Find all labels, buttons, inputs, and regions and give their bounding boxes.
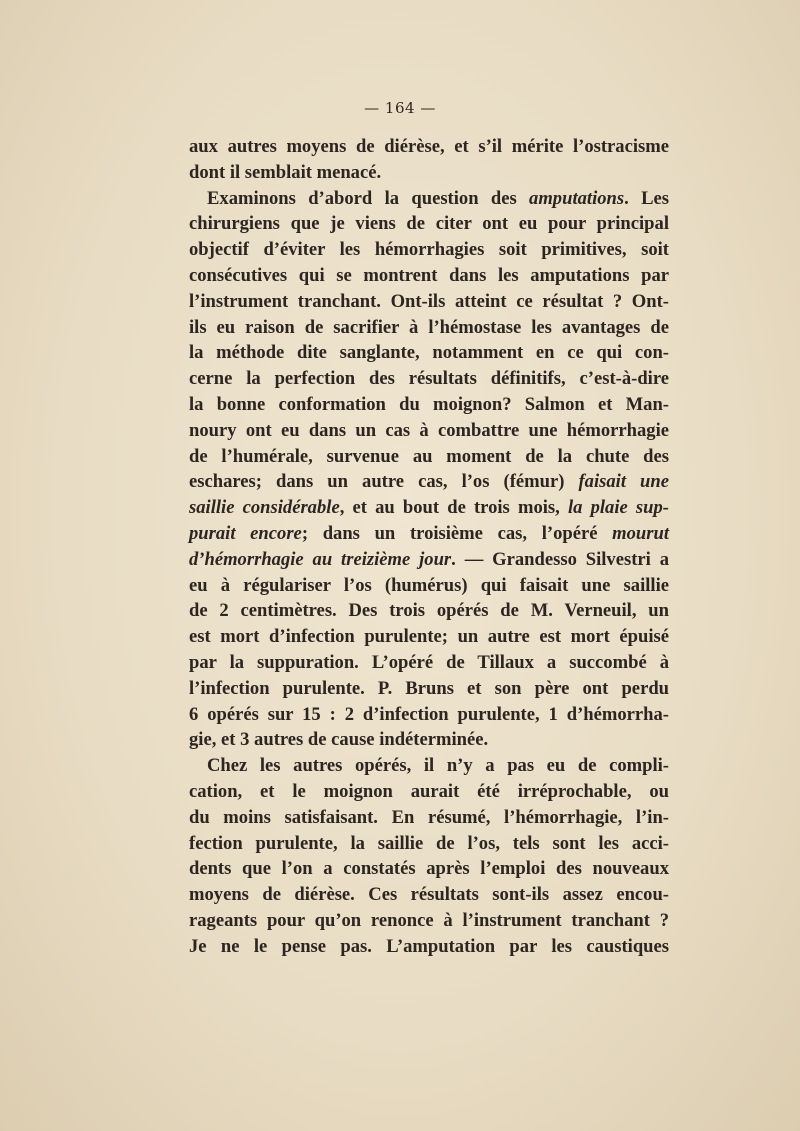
text-line	[189, 598, 669, 624]
body-text	[189, 134, 669, 960]
text-line	[189, 315, 669, 341]
text-line	[189, 134, 669, 160]
text-segment: consécutives qui se montrent dans les amputations par	[189, 264, 669, 286]
text-segment: fection purulente, la saillie de l’os, tels sont les acci-	[189, 832, 669, 854]
text-segment: . — Grandesso Silvestri a	[451, 548, 670, 570]
text-line	[189, 392, 669, 418]
text-segment: gie, et 3 autres de cause indéterminée.	[189, 729, 489, 751]
text-segment: la bonne conformation du moignon? Salmon et Man-	[189, 393, 669, 415]
text-segment: de l’humérale, survenue au moment de la chute des	[189, 445, 669, 467]
text-line	[189, 340, 669, 366]
text-line	[189, 753, 669, 779]
text-line	[189, 469, 669, 495]
text-segment: . Les	[624, 187, 669, 209]
text-segment: par la suppuration. L’opéré de Tillaux a succombé à	[189, 651, 669, 673]
italic-text: d’hémorrhagie au treizième jour	[189, 548, 452, 570]
text-line	[189, 908, 669, 934]
text-line	[189, 573, 669, 599]
text-line	[189, 444, 669, 470]
text-line	[189, 650, 669, 676]
text-line	[189, 547, 669, 573]
text-segment: est mort d’infection purulente; un autre est mort épuisé	[189, 626, 669, 648]
text-segment: l’instrument tranchant. Ont-ils atteint ce résultat ? Ont-	[189, 290, 669, 312]
text-segment: moyens de diérèse. Ces résultats sont-ils assez encou-	[189, 884, 669, 906]
text-segment: , et au bout de trois mois,	[339, 497, 568, 519]
text-line	[189, 882, 669, 908]
italic-text: la plaie sup-	[567, 497, 669, 519]
text-line	[189, 211, 669, 237]
text-line	[189, 160, 669, 186]
text-line	[189, 856, 669, 882]
text-line	[189, 366, 669, 392]
text-segment: objectif d’éviter les hémorrhagies soit primitives, soit	[189, 239, 669, 261]
text-segment: Examinons d’abord la question des	[207, 187, 530, 209]
text-segment: aux autres moyens de diérèse, et s’il mérite l’ostracisme	[189, 136, 669, 157]
text-segment: ; dans un troisième cas, l’opéré	[301, 522, 613, 544]
italic-text: amputations	[529, 187, 625, 209]
page-number: — 164 —	[364, 99, 436, 117]
text-segment: Chez les autres opérés, il n’y a pas eu de compli-	[207, 755, 669, 777]
text-segment: dents que l’on a constatés après l’emploi des nouveaux	[189, 858, 669, 880]
italic-text: faisait une	[578, 471, 669, 493]
text-segment: chirurgiens que je viens de citer ont eu pour principal	[189, 213, 669, 235]
text-line	[189, 186, 669, 212]
text-line	[189, 289, 669, 315]
text-segment: du moins satisfaisant. En résumé, l’hémorrhagie, l’in-	[189, 806, 669, 828]
text-line	[189, 727, 669, 753]
text-segment: cation, et le moignon aurait été irréprochable, ou	[189, 780, 669, 802]
text-segment: l’infection purulente. P. Bruns et son père ont perdu	[189, 677, 669, 699]
text-line	[189, 495, 669, 521]
text-segment: Je ne le pense pas. L’amputation par les caustiques	[189, 935, 669, 957]
text-segment: la méthode dite sanglante, notamment en ce qui con-	[189, 342, 669, 364]
italic-text: mourut	[612, 522, 669, 544]
text-line	[189, 702, 669, 728]
italic-text: saillie considérable	[189, 497, 340, 519]
text-segment: cerne la perfection des résultats définitifs, c’est-à-dire	[189, 368, 669, 390]
text-segment: dont il semblait menacé.	[189, 161, 382, 183]
text-segment: eu à régulariser l’os (humérus) qui faisait une saillie	[189, 574, 669, 596]
text-segment: 6 opérés sur 15 : 2 d’infection purulente, 1 d’hémorrha-	[189, 703, 669, 725]
text-line	[189, 805, 669, 831]
text-segment: rageants pour qu’on renonce à l’instrument tranchant ?	[189, 909, 669, 931]
text-line	[189, 521, 669, 547]
italic-text: purait encore	[189, 522, 302, 544]
text-segment: noury ont eu dans un cas à combattre une hémorrhagie	[189, 419, 669, 441]
text-line	[189, 676, 669, 702]
text-segment: de 2 centimètres. Des trois opérés de M. Verneuil, un	[189, 600, 669, 622]
text-line	[189, 779, 669, 805]
text-line	[189, 263, 669, 289]
text-line	[189, 934, 669, 960]
text-line	[189, 418, 669, 444]
text-line	[189, 237, 669, 263]
text-segment: eschares; dans un autre cas, l’os (fémur)	[189, 471, 579, 493]
text-line	[189, 624, 669, 650]
text-segment: ils eu raison de sacrifier à l’hémostase les avantages de	[189, 316, 669, 338]
text-line	[189, 831, 669, 857]
